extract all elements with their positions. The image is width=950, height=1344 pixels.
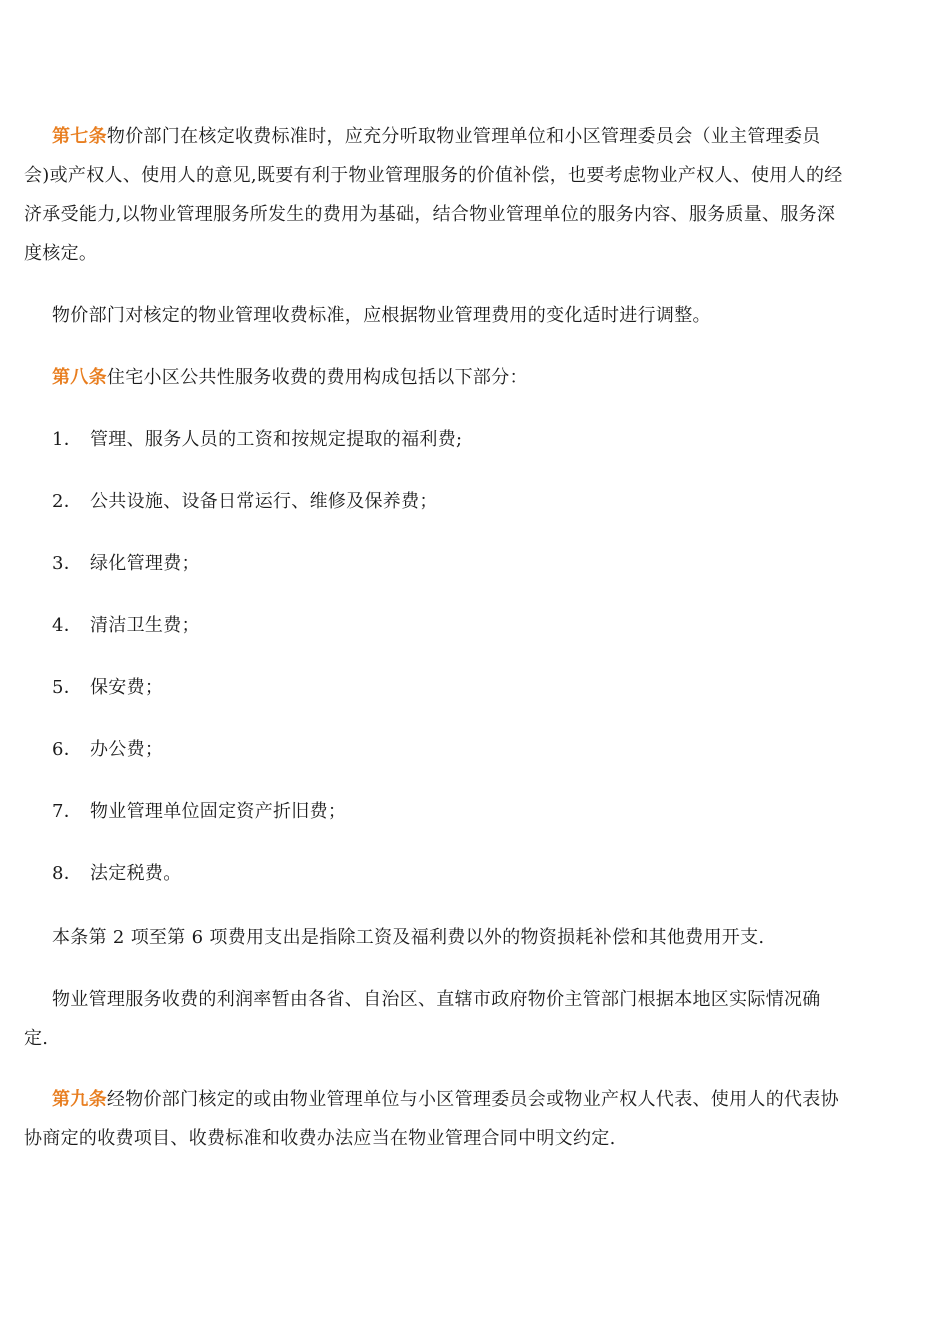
- fee-item-2: 2． 公共设施、设备日常运行、维修及保养费；: [52, 491, 438, 512]
- fee-item-3: 3． 绿化管理费；: [52, 553, 200, 574]
- article-7-paragraph: [24, 117, 844, 273]
- article-8-paragraph: [24, 358, 844, 397]
- article-7-adjustment-paragraph: 物价部门对核定的物业管理收费标准，应根据物业管理费用的变化适时进行调整。: [52, 305, 711, 326]
- article-7-text: 物价部门在核定收费标准时，应充分听取物业管理单位和小区管理委员会（业主管理委员会)或产权人、使用人的意见,既要有利于物业管理服务的价值补偿，也要考虑物业产权人、使用人的经济承受能力,以物业管理服务所发生的费用为基础，结合物业管理单位的服务内容、服务质量、服务深度核定。: [24, 126, 843, 264]
- article-8-note-1: 本条第 2 项至第 6 项费用支出是指除工资及福利费以外的物资损耗补偿和其他费用开支.: [52, 927, 765, 948]
- article-8-heading: 第八条: [52, 367, 107, 388]
- fee-item-7: 7． 物业管理单位固定资产折旧费；: [52, 801, 347, 822]
- article-9-text: 经物价部门核定的或由物业管理单位与小区管理委员会或物业产权人代表、使用人的代表协协商定的收费项目、收费标准和收费办法应当在物业管理合同中明文约定.: [24, 1089, 839, 1149]
- fee-item-5: 5． 保安费；: [52, 677, 164, 698]
- fee-item-6: 6． 办公费；: [52, 739, 164, 760]
- article-7-heading: 第七条: [52, 126, 107, 147]
- article-8-text: 住宅小区公共性服务收费的费用构成包括以下部分：: [106, 367, 528, 388]
- fee-item-4: 4． 清洁卫生费；: [52, 615, 200, 636]
- article-8-note-2: 物业管理服务收费的利润率暂由各省、自治区、直辖市政府物价主管部门根据本地区实际情况确定.: [24, 989, 821, 1049]
- fee-item-1: 1． 管理、服务人员的工资和按规定提取的福利费;: [52, 429, 463, 450]
- article-9-paragraph: [24, 1080, 844, 1158]
- article-9-heading: 第九条: [52, 1089, 107, 1110]
- fee-item-8: 8． 法定税费。: [52, 863, 182, 884]
